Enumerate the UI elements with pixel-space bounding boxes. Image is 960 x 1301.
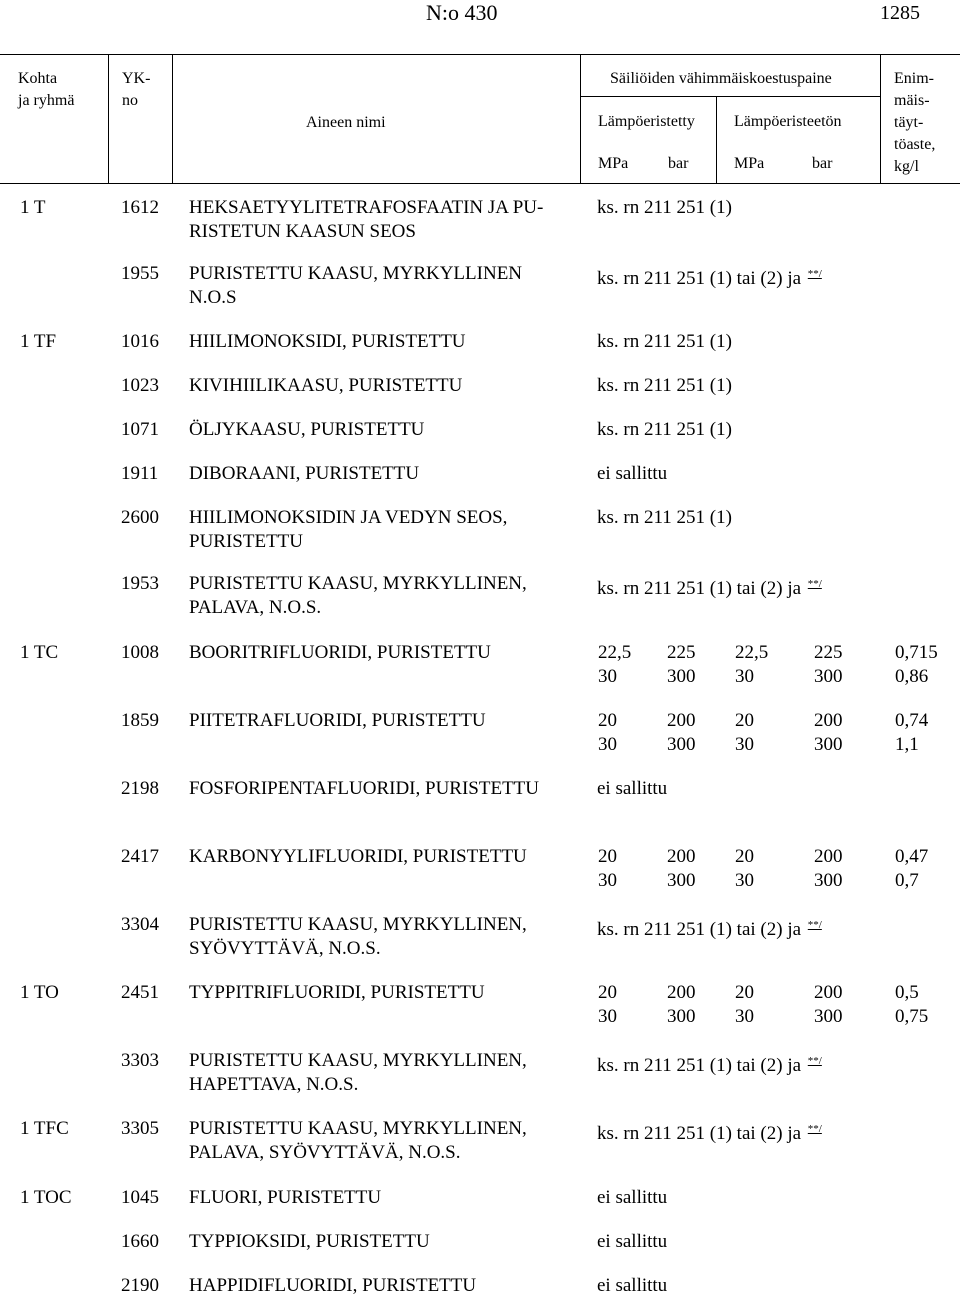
row-pressure-value: 225 bbox=[667, 642, 696, 663]
row-note bbox=[597, 572, 822, 601]
row-pressure-value: 30 bbox=[598, 1006, 617, 1027]
row-note bbox=[597, 196, 732, 220]
row-un-number: 1045 bbox=[121, 1187, 159, 1208]
row-note-text: ks. rn 211 251 (1) tai (2) ja bbox=[597, 578, 806, 599]
row-substance-name: PURISTETTU KAASU, MYRKYLLINEN, bbox=[189, 1118, 527, 1139]
col-divider-sailio bbox=[880, 54, 881, 183]
header-enim-3: täyt- bbox=[894, 114, 924, 131]
row-note-text: ei sallittu bbox=[597, 1231, 668, 1252]
row-un-number: 1016 bbox=[121, 331, 159, 352]
row-substance-name: PURISTETTU KAASU, MYRKYLLINEN, bbox=[189, 1050, 527, 1071]
row-pressure-value: 300 bbox=[814, 870, 843, 891]
row-note bbox=[597, 913, 822, 942]
row-pressure-value: 20 bbox=[735, 710, 754, 731]
row-note bbox=[597, 1117, 822, 1146]
row-note bbox=[597, 330, 732, 354]
row-un-number: 2600 bbox=[121, 507, 159, 528]
row-note-text: ks. rn 211 251 (1) tai (2) ja bbox=[597, 919, 806, 940]
row-substance-name: HAPPIDIFLUORIDI, PURISTETTU bbox=[189, 1275, 477, 1296]
header-enim-5: kg/l bbox=[894, 158, 919, 175]
row-group: 1 TF bbox=[20, 331, 57, 352]
row-note bbox=[597, 1186, 667, 1210]
row-pressure-value: 22,5 bbox=[735, 642, 769, 663]
row-pressure-value: 300 bbox=[667, 734, 696, 755]
row-group: 1 TO bbox=[20, 982, 59, 1003]
row-note bbox=[597, 1049, 822, 1078]
header-mpa-2: MPa bbox=[734, 155, 765, 172]
header-ykno-line1: YK- bbox=[122, 70, 151, 87]
row-pressure-value: 22,5 bbox=[598, 642, 632, 663]
page-title: N:o 430 bbox=[426, 0, 498, 25]
header-kohta-line1: Kohta bbox=[18, 70, 58, 87]
row-note bbox=[597, 506, 732, 530]
row-pressure-value: 20 bbox=[598, 982, 617, 1003]
row-pressure-value: 200 bbox=[667, 982, 696, 1003]
row-pressure-value: 30 bbox=[735, 1006, 754, 1027]
row-pressure-value: 30 bbox=[598, 734, 617, 755]
col-divider-kohta bbox=[108, 54, 109, 183]
row-pressure-value: 0,74 bbox=[895, 710, 929, 731]
sailio-subrule bbox=[580, 96, 880, 97]
header-aineen-nimi: Aineen nimi bbox=[306, 114, 386, 131]
row-group: 1 TOC bbox=[20, 1187, 72, 1208]
row-pressure-value: 225 bbox=[814, 642, 843, 663]
row-group: 1 TFC bbox=[20, 1118, 69, 1139]
row-un-number: 2198 bbox=[121, 778, 159, 799]
row-un-number: 1071 bbox=[121, 419, 159, 440]
page-number: 1285 bbox=[880, 2, 920, 24]
row-un-number: 2451 bbox=[121, 982, 159, 1003]
row-substance-name: PALAVA, N.O.S. bbox=[189, 597, 322, 618]
row-pressure-value: 300 bbox=[667, 870, 696, 891]
header-top-rule bbox=[0, 54, 960, 55]
row-note bbox=[597, 1274, 667, 1298]
row-substance-name: FOSFORIPENTAFLUORIDI, PURISTETTU bbox=[189, 778, 540, 799]
row-note-text: ei sallittu bbox=[597, 1275, 668, 1296]
row-pressure-value: 300 bbox=[814, 734, 843, 755]
row-substance-name: SYÖVYTTÄVÄ, N.O.S. bbox=[189, 938, 381, 959]
row-pressure-value: 30 bbox=[735, 870, 754, 891]
row-pressure-value: 30 bbox=[598, 666, 617, 687]
header-bar-2: bar bbox=[812, 155, 833, 172]
row-substance-name: HEKSAETYYLITETRAFOSFAATIN JA PU- bbox=[189, 197, 544, 218]
row-pressure-value: 20 bbox=[598, 710, 617, 731]
row-note-text: ks. rn 211 251 (1) bbox=[597, 375, 732, 396]
header-enim-1: Enim- bbox=[894, 70, 934, 87]
row-note-text: ks. rn 211 251 (1) bbox=[597, 331, 732, 352]
row-note bbox=[597, 262, 822, 291]
row-un-number: 1612 bbox=[121, 197, 159, 218]
row-substance-name: HAPETTAVA, N.O.S. bbox=[189, 1074, 359, 1095]
header-bar-1: bar bbox=[668, 155, 689, 172]
row-note-footnote-ref: **/ bbox=[807, 1123, 822, 1135]
row-group: 1 TC bbox=[20, 642, 59, 663]
row-pressure-value: 200 bbox=[667, 710, 696, 731]
row-substance-name: HIILIMONOKSIDI, PURISTETTU bbox=[189, 331, 466, 352]
row-note-text: ks. rn 211 251 (1) tai (2) ja bbox=[597, 268, 806, 289]
row-un-number: 3305 bbox=[121, 1118, 159, 1139]
row-pressure-value: 0,86 bbox=[895, 666, 929, 687]
row-pressure-value: 300 bbox=[814, 666, 843, 687]
row-note-text: ei sallittu bbox=[597, 778, 668, 799]
row-pressure-value: 300 bbox=[667, 666, 696, 687]
row-pressure-value: 200 bbox=[667, 846, 696, 867]
header-enim-2: mäis- bbox=[894, 92, 930, 109]
row-un-number: 2190 bbox=[121, 1275, 159, 1296]
header-kohta-line2: ja ryhmä bbox=[18, 92, 75, 109]
row-note-text: ei sallittu bbox=[597, 1187, 668, 1208]
row-note-text: ks. rn 211 251 (1) tai (2) ja bbox=[597, 1055, 806, 1076]
header-bottom-rule bbox=[0, 183, 960, 184]
row-pressure-value: 20 bbox=[735, 846, 754, 867]
col-divider-aine bbox=[580, 54, 581, 183]
row-pressure-value: 30 bbox=[735, 734, 754, 755]
row-note bbox=[597, 374, 732, 398]
row-pressure-value: 0,715 bbox=[895, 642, 938, 663]
row-note-text: ks. rn 211 251 (1) bbox=[597, 197, 732, 218]
header-mpa-1: MPa bbox=[598, 155, 629, 172]
row-un-number: 1023 bbox=[121, 375, 159, 396]
row-substance-name: KARBONYYLIFLUORIDI, PURISTETTU bbox=[189, 846, 527, 867]
row-substance-name: PURISTETTU bbox=[189, 531, 303, 552]
row-substance-name: HIILIMONOKSIDIN JA VEDYN SEOS, bbox=[189, 507, 508, 528]
col-divider-ykno bbox=[172, 54, 173, 183]
row-pressure-value: 200 bbox=[814, 710, 843, 731]
row-un-number: 1859 bbox=[121, 710, 159, 731]
row-substance-name: TYPPITRIFLUORIDI, PURISTETTU bbox=[189, 982, 485, 1003]
row-pressure-value: 0,47 bbox=[895, 846, 929, 867]
row-un-number: 1911 bbox=[121, 463, 159, 484]
row-pressure-value: 30 bbox=[598, 870, 617, 891]
row-pressure-value: 0,75 bbox=[895, 1006, 929, 1027]
row-substance-name: PIITETRAFLUORIDI, PURISTETTU bbox=[189, 710, 486, 731]
row-pressure-value: 200 bbox=[814, 982, 843, 1003]
row-note-footnote-ref: **/ bbox=[807, 1055, 822, 1067]
header-sailio: Säiliöiden vähimmäiskoestuspaine bbox=[610, 70, 832, 87]
row-note-text: ks. rn 211 251 (1) bbox=[597, 419, 732, 440]
row-substance-name: TYPPIOKSIDI, PURISTETTU bbox=[189, 1231, 430, 1252]
row-pressure-value: 0,7 bbox=[895, 870, 919, 891]
row-pressure-value: 0,5 bbox=[895, 982, 919, 1003]
row-note-footnote-ref: **/ bbox=[807, 919, 822, 931]
row-substance-name: PURISTETTU KAASU, MYRKYLLINEN bbox=[189, 263, 523, 284]
row-un-number: 3303 bbox=[121, 1050, 159, 1071]
row-note bbox=[597, 462, 667, 486]
header-enim-4: töaste, bbox=[894, 136, 936, 153]
row-pressure-value: 20 bbox=[735, 982, 754, 1003]
row-un-number: 1660 bbox=[121, 1231, 159, 1252]
row-note-footnote-ref: **/ bbox=[807, 578, 822, 590]
header-ykno-line2: no bbox=[122, 92, 138, 109]
row-pressure-value: 30 bbox=[735, 666, 754, 687]
row-un-number: 1008 bbox=[121, 642, 159, 663]
row-substance-name: PALAVA, SYÖVYTTÄVÄ, N.O.S. bbox=[189, 1142, 461, 1163]
row-un-number: 1955 bbox=[121, 263, 159, 284]
row-substance-name: BOORITRIFLUORIDI, PURISTETTU bbox=[189, 642, 491, 663]
row-substance-name: RISTETUN KAASUN SEOS bbox=[189, 221, 416, 242]
row-substance-name: KIVIHIILIKAASU, PURISTETTU bbox=[189, 375, 463, 396]
row-note-text: ei sallittu bbox=[597, 463, 668, 484]
row-pressure-value: 300 bbox=[667, 1006, 696, 1027]
row-un-number: 3304 bbox=[121, 914, 159, 935]
row-substance-name: N.O.S bbox=[189, 287, 237, 308]
row-note bbox=[597, 1230, 667, 1254]
row-note-text: ks. rn 211 251 (1) bbox=[597, 507, 732, 528]
header-lampoeristeeton: Lämpöeristeetön bbox=[734, 113, 842, 130]
row-pressure-value: 20 bbox=[598, 846, 617, 867]
row-substance-name: ÖLJYKAASU, PURISTETTU bbox=[189, 419, 425, 440]
row-un-number: 1953 bbox=[121, 573, 159, 594]
row-note bbox=[597, 777, 667, 801]
row-un-number: 2417 bbox=[121, 846, 159, 867]
row-pressure-value: 1,1 bbox=[895, 734, 919, 755]
row-substance-name: PURISTETTU KAASU, MYRKYLLINEN, bbox=[189, 914, 527, 935]
row-note-text: ks. rn 211 251 (1) tai (2) ja bbox=[597, 1123, 806, 1144]
row-substance-name: FLUORI, PURISTETTU bbox=[189, 1187, 382, 1208]
row-note bbox=[597, 418, 732, 442]
row-note-footnote-ref: **/ bbox=[807, 268, 822, 280]
row-pressure-value: 200 bbox=[814, 846, 843, 867]
row-substance-name: PURISTETTU KAASU, MYRKYLLINEN, bbox=[189, 573, 527, 594]
row-pressure-value: 300 bbox=[814, 1006, 843, 1027]
row-substance-name: DIBORAANI, PURISTETTU bbox=[189, 463, 420, 484]
header-lampoeristetty: Lämpöeristetty bbox=[598, 113, 695, 130]
lampo-divider bbox=[716, 96, 717, 183]
row-group: 1 T bbox=[20, 197, 46, 218]
